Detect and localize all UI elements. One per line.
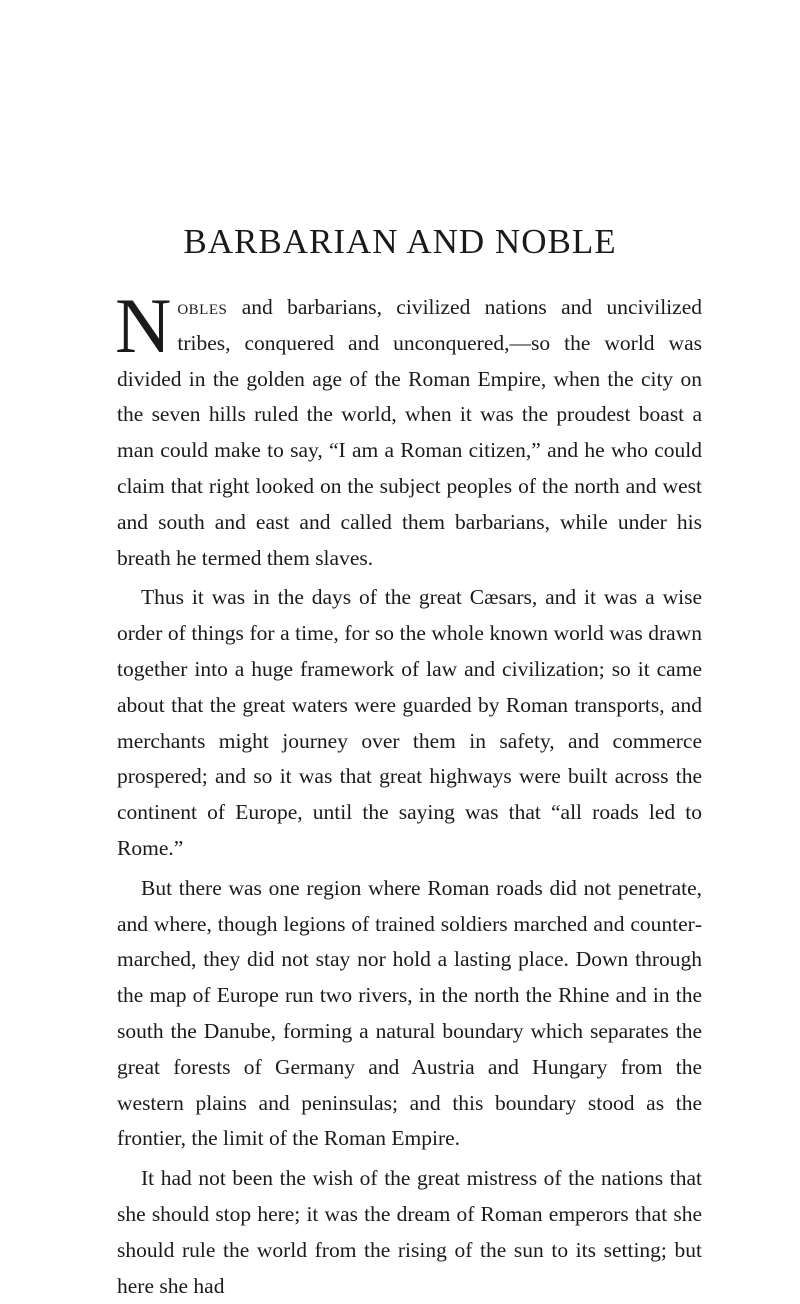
paragraph-3: But there was one region where Roman roads did not penetrate, and where, though legions of trained soldiers marched and countermarched, they did not stay nor hold a lasting place. Down through the map of Europe run two rivers, in the north the Rhine and in the south the Danube, forming a natural boundary which separates the great forests of Germany and Austria and Hungary from the western plains and peninsulas; and this boundary stood as the frontier, the limit of the Roman Empire. bbox=[117, 875, 702, 1151]
paragraph-4: It had not been the wish of the great mistress of the nations that she should stop here; it was the dream of Roman emperors that she should rule the world from the rising of the sun to its setting; but here she had bbox=[117, 1166, 702, 1298]
paragraph-1-text: and barbarians, civilized nations and uncivilized tribes, conquered and unconquered,—so the world was divided in the golden age of the Roman Empire, when the city on the seven hills ruled the world, when it was the proudest boast a man could make to say, “I am a Roman citizen,” and he who could claim that right looked on the subject peoples of the north and west and south and east and called them barbarians, while under his breath he termed them slaves. bbox=[117, 295, 702, 570]
paragraph-1 bbox=[115, 282, 702, 576]
chapter-title: BARBARIAN AND NOBLE bbox=[183, 222, 617, 261]
paragraph-2: Thus it was in the days of the great Cæsars, and it was a wise order of things for a time, for so the whole known world was drawn together into a huge framework of law and civilization; so it came about that the great waters were guarded by Roman transports, and merchants might journey over them in safety, and commerce prospered; and so it was that great highways were built across the continent of Europe, until the saying was that “all roads led to Rome.” bbox=[117, 585, 702, 860]
drop-cap: N bbox=[115, 282, 172, 369]
chapter-body bbox=[115, 282, 702, 1304]
opening-small-caps: obles bbox=[177, 295, 228, 319]
